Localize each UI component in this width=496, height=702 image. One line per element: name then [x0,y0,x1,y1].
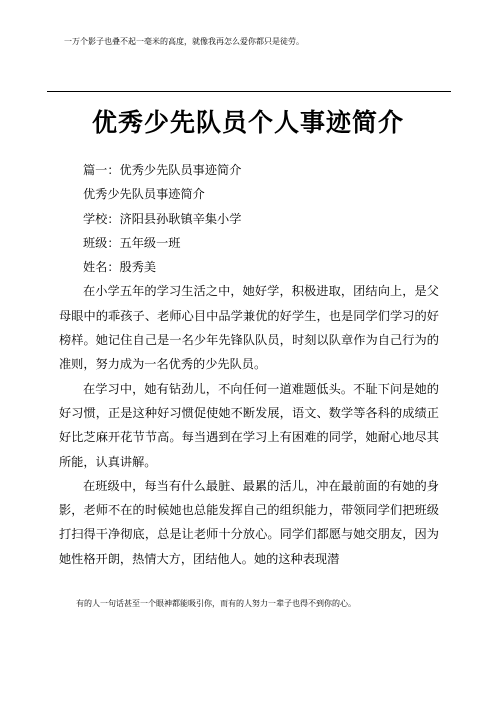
footer-quote: 有的人一句话甚至一个眼神都能吸引你，而有的人努力一辈子也得不到你的心。 [76,599,356,608]
document-body [59,158,439,571]
document-title: 优秀少先队员个人事迹简介 [91,108,404,137]
meta-line-section: 篇一：优秀少先队员事迹简介 [83,163,242,177]
meta-line-school: 学校：济阳县孙耿镇辛集小学 [83,211,242,226]
meta-line-subtitle: 优秀少先队员事迹简介 [83,187,205,202]
paragraph-study: 在学习中，她有钻劲儿，不向任何一道难题低头。不耻下问是她的好习惯，正是这种好习惯促使她不断发展，语文、数学等各科的成绩正好比芝麻开花节节高。每当遇到在学习上有困难的同学，她耐心地尽其所能，认真讲解。 [59,381,439,469]
paragraph-intro: 在小学五年的学习生活之中，她好学，积极进取，团结向上，是父母眼中的乖孩子、老师心目中品学兼优的好学生，也是同学们学习的好榜样。她记住自己是一名少年先锋队队员，时刻以队章作为自己行为的准则，努力成为一名优秀的少先队员。 [59,284,439,372]
header-divider [47,91,451,92]
meta-line-class: 班级：五年级一班 [83,235,181,250]
meta-line-name: 姓名：殷秀美 [83,260,157,275]
header-quote: 一万个影子也叠不起一毫米的高度，就像我再怎么爱你都只是徒劳。 [64,37,304,46]
paragraph-class: 在班级中，每当有什么最脏、最累的活儿，冲在最前面的有她的身影，老师不在的时候她也总能发挥自己的组织能力，带领同学们把班级打扫得干净彻底，总是让老师十分放心。同学们都愿与她交朋友，因为她性格开朗，热情大方，团结他人。她的这种表现潜 [59,478,439,566]
